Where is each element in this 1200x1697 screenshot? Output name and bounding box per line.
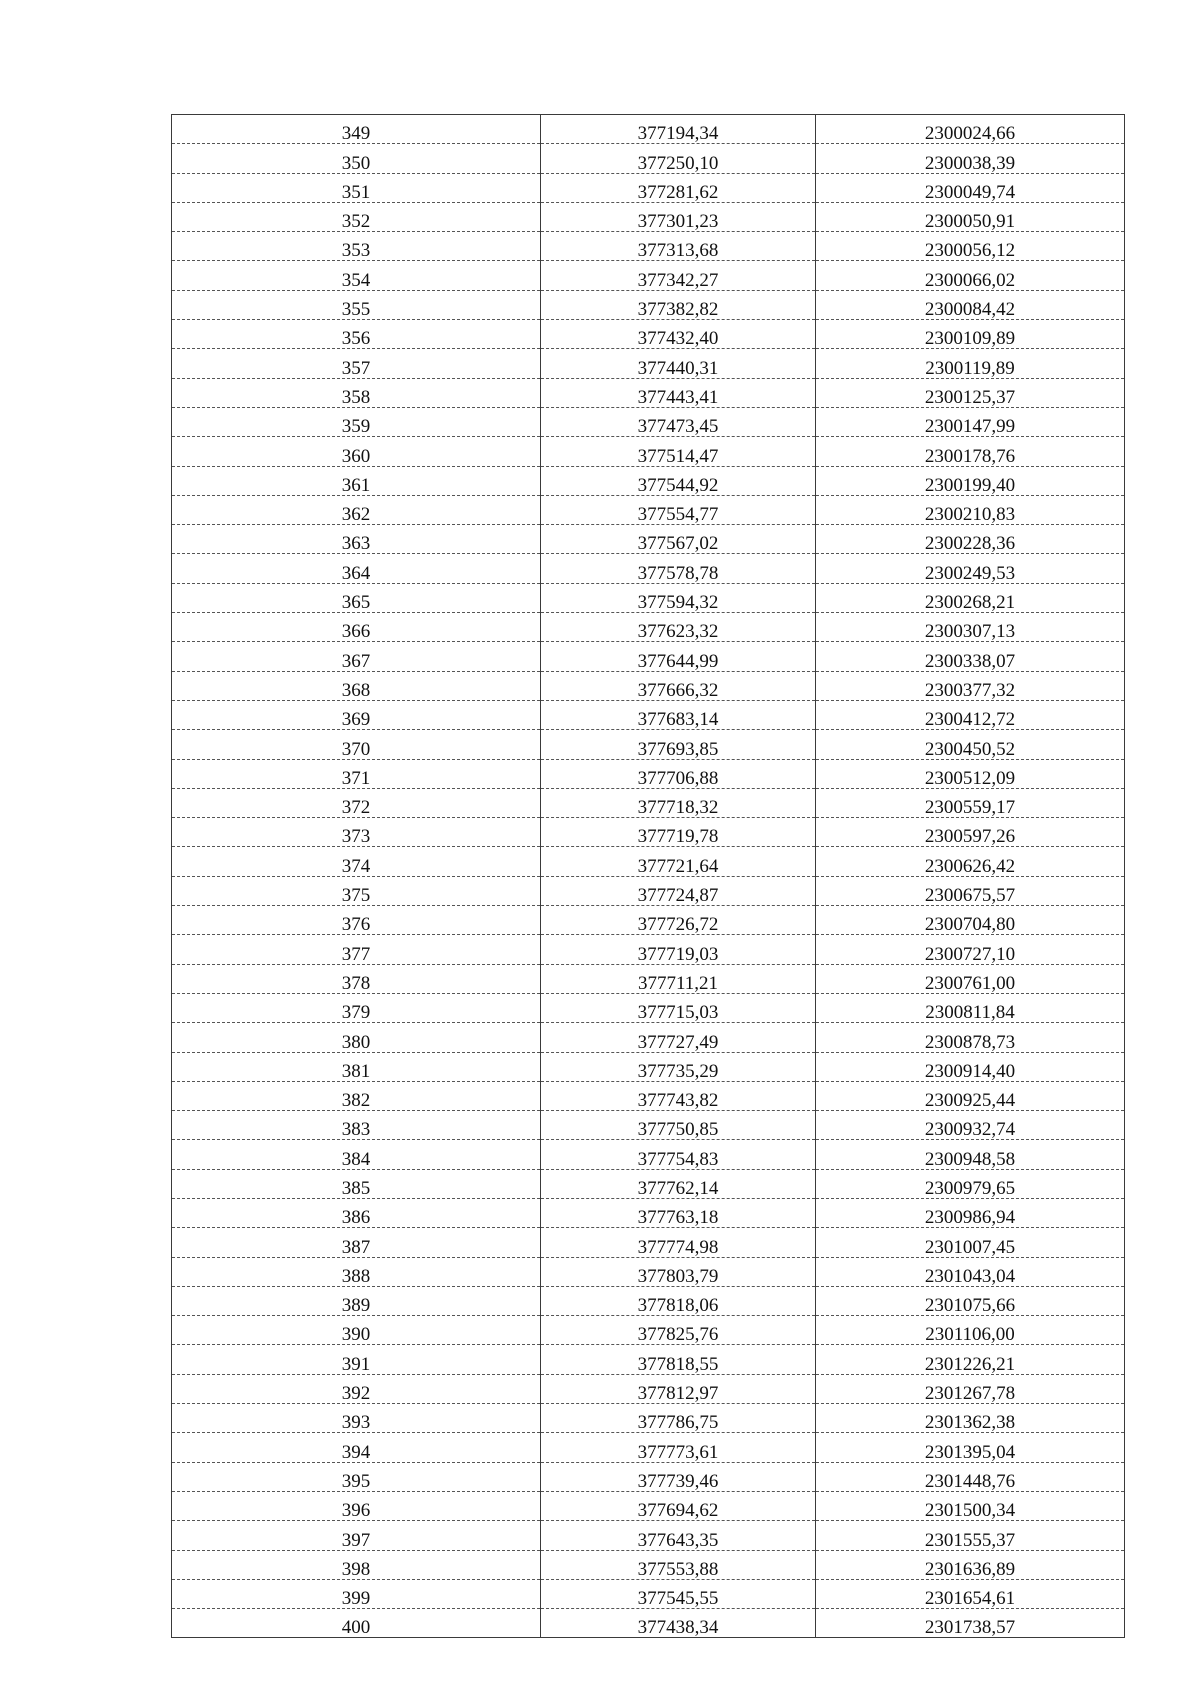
- x-coordinate-cell: 377812,97: [541, 1374, 816, 1403]
- table-row: [172, 115, 1125, 144]
- x-coordinate-cell: 377721,64: [541, 847, 816, 876]
- point-number-cell: 365: [172, 583, 541, 612]
- x-coordinate-cell: 377554,77: [541, 495, 816, 524]
- point-number-cell: 378: [172, 964, 541, 993]
- table-row: [172, 700, 1125, 729]
- y-coordinate-cell: 2300338,07: [816, 642, 1125, 671]
- y-coordinate-cell: 2300049,74: [816, 173, 1125, 202]
- point-number-cell: 387: [172, 1228, 541, 1257]
- table-row: [172, 495, 1125, 524]
- point-number-cell: 362: [172, 495, 541, 524]
- table-row: [172, 1609, 1125, 1638]
- y-coordinate-cell: 2300559,17: [816, 788, 1125, 817]
- x-coordinate-cell: 377250,10: [541, 144, 816, 173]
- x-coordinate-cell: 377718,32: [541, 788, 816, 817]
- point-number-cell: 363: [172, 525, 541, 554]
- x-coordinate-cell: 377553,88: [541, 1550, 816, 1579]
- y-coordinate-cell: 2301226,21: [816, 1345, 1125, 1374]
- y-coordinate-cell: 2300932,74: [816, 1111, 1125, 1140]
- x-coordinate-cell: 377194,34: [541, 115, 816, 144]
- point-number-cell: 369: [172, 700, 541, 729]
- x-coordinate-cell: 377818,06: [541, 1286, 816, 1315]
- table-row: [172, 1228, 1125, 1257]
- point-number-cell: 373: [172, 818, 541, 847]
- point-number-cell: 374: [172, 847, 541, 876]
- point-number-cell: 361: [172, 466, 541, 495]
- y-coordinate-cell: 2300249,53: [816, 554, 1125, 583]
- x-coordinate-cell: 377715,03: [541, 993, 816, 1022]
- point-number-cell: 367: [172, 642, 541, 671]
- x-coordinate-cell: 377694,62: [541, 1491, 816, 1520]
- table-row: [172, 466, 1125, 495]
- x-coordinate-cell: 377683,14: [541, 700, 816, 729]
- point-number-cell: 393: [172, 1404, 541, 1433]
- table-row: [172, 818, 1125, 847]
- y-coordinate-cell: 2300597,26: [816, 818, 1125, 847]
- y-coordinate-cell: 2301738,57: [816, 1609, 1125, 1638]
- table-row: [172, 378, 1125, 407]
- table-row: [172, 935, 1125, 964]
- table-row: [172, 1198, 1125, 1227]
- point-number-cell: 390: [172, 1316, 541, 1345]
- point-number-cell: 381: [172, 1052, 541, 1081]
- table-row: [172, 1433, 1125, 1462]
- x-coordinate-cell: 377544,92: [541, 466, 816, 495]
- x-coordinate-cell: 377438,34: [541, 1609, 816, 1638]
- point-number-cell: 398: [172, 1550, 541, 1579]
- x-coordinate-cell: 377735,29: [541, 1052, 816, 1081]
- x-coordinate-cell: 377440,31: [541, 349, 816, 378]
- point-number-cell: 399: [172, 1579, 541, 1608]
- coordinates-table: [171, 114, 1125, 1638]
- y-coordinate-cell: 2300626,42: [816, 847, 1125, 876]
- x-coordinate-cell: 377342,27: [541, 261, 816, 290]
- y-coordinate-cell: 2301654,61: [816, 1579, 1125, 1608]
- table-row: [172, 173, 1125, 202]
- point-number-cell: 354: [172, 261, 541, 290]
- x-coordinate-cell: 377643,35: [541, 1521, 816, 1550]
- table-row: [172, 1374, 1125, 1403]
- x-coordinate-cell: 377443,41: [541, 378, 816, 407]
- point-number-cell: 396: [172, 1491, 541, 1520]
- point-number-cell: 375: [172, 876, 541, 905]
- point-number-cell: 384: [172, 1140, 541, 1169]
- point-number-cell: 370: [172, 730, 541, 759]
- y-coordinate-cell: 2300268,21: [816, 583, 1125, 612]
- y-coordinate-cell: 2300084,42: [816, 290, 1125, 319]
- table-row: [172, 1316, 1125, 1345]
- y-coordinate-cell: 2301106,00: [816, 1316, 1125, 1345]
- y-coordinate-cell: 2300412,72: [816, 700, 1125, 729]
- point-number-cell: 355: [172, 290, 541, 319]
- table-row: [172, 261, 1125, 290]
- point-number-cell: 383: [172, 1111, 541, 1140]
- table-row: [172, 1023, 1125, 1052]
- x-coordinate-cell: 377825,76: [541, 1316, 816, 1345]
- y-coordinate-cell: 2300210,83: [816, 495, 1125, 524]
- point-number-cell: 372: [172, 788, 541, 817]
- x-coordinate-cell: 377727,49: [541, 1023, 816, 1052]
- x-coordinate-cell: 377644,99: [541, 642, 816, 671]
- point-number-cell: 364: [172, 554, 541, 583]
- table-row: [172, 1052, 1125, 1081]
- x-coordinate-cell: 377739,46: [541, 1462, 816, 1491]
- point-number-cell: 379: [172, 993, 541, 1022]
- y-coordinate-cell: 2301395,04: [816, 1433, 1125, 1462]
- x-coordinate-cell: 377750,85: [541, 1111, 816, 1140]
- y-coordinate-cell: 2300050,91: [816, 202, 1125, 231]
- table-row: [172, 847, 1125, 876]
- y-coordinate-cell: 2300307,13: [816, 613, 1125, 642]
- x-coordinate-cell: 377666,32: [541, 671, 816, 700]
- x-coordinate-cell: 377382,82: [541, 290, 816, 319]
- y-coordinate-cell: 2300948,58: [816, 1140, 1125, 1169]
- point-number-cell: 371: [172, 759, 541, 788]
- table-row: [172, 1491, 1125, 1520]
- y-coordinate-cell: 2300450,52: [816, 730, 1125, 759]
- y-coordinate-cell: 2301448,76: [816, 1462, 1125, 1491]
- x-coordinate-cell: 377762,14: [541, 1169, 816, 1198]
- x-coordinate-cell: 377578,78: [541, 554, 816, 583]
- table-row: [172, 144, 1125, 173]
- y-coordinate-cell: 2301043,04: [816, 1257, 1125, 1286]
- table-row: [172, 1579, 1125, 1608]
- table-row: [172, 1140, 1125, 1169]
- x-coordinate-cell: 377594,32: [541, 583, 816, 612]
- y-coordinate-cell: 2300038,39: [816, 144, 1125, 173]
- table-row: [172, 1521, 1125, 1550]
- table-row: [172, 583, 1125, 612]
- x-coordinate-cell: 377786,75: [541, 1404, 816, 1433]
- table-row: [172, 1257, 1125, 1286]
- y-coordinate-cell: 2301555,37: [816, 1521, 1125, 1550]
- y-coordinate-cell: 2301362,38: [816, 1404, 1125, 1433]
- point-number-cell: 392: [172, 1374, 541, 1403]
- x-coordinate-cell: 377693,85: [541, 730, 816, 759]
- point-number-cell: 351: [172, 173, 541, 202]
- point-number-cell: 349: [172, 115, 541, 144]
- y-coordinate-cell: 2300811,84: [816, 993, 1125, 1022]
- x-coordinate-cell: 377301,23: [541, 202, 816, 231]
- x-coordinate-cell: 377706,88: [541, 759, 816, 788]
- x-coordinate-cell: 377313,68: [541, 232, 816, 261]
- y-coordinate-cell: 2300066,02: [816, 261, 1125, 290]
- x-coordinate-cell: 377711,21: [541, 964, 816, 993]
- point-number-cell: 368: [172, 671, 541, 700]
- table-row: [172, 1286, 1125, 1315]
- x-coordinate-cell: 377281,62: [541, 173, 816, 202]
- point-number-cell: 388: [172, 1257, 541, 1286]
- table-row: [172, 788, 1125, 817]
- point-number-cell: 359: [172, 407, 541, 436]
- table-row: [172, 1550, 1125, 1579]
- y-coordinate-cell: 2300119,89: [816, 349, 1125, 378]
- y-coordinate-cell: 2300512,09: [816, 759, 1125, 788]
- table-row: [172, 1462, 1125, 1491]
- point-number-cell: 376: [172, 906, 541, 935]
- point-number-cell: 380: [172, 1023, 541, 1052]
- y-coordinate-cell: 2300675,57: [816, 876, 1125, 905]
- x-coordinate-cell: 377719,78: [541, 818, 816, 847]
- x-coordinate-cell: 377726,72: [541, 906, 816, 935]
- table-row: [172, 671, 1125, 700]
- coordinates-table-body: [172, 115, 1125, 1638]
- table-row: [172, 202, 1125, 231]
- table-row: [172, 876, 1125, 905]
- table-row: [172, 1345, 1125, 1374]
- point-number-cell: 400: [172, 1609, 541, 1638]
- point-number-cell: 397: [172, 1521, 541, 1550]
- x-coordinate-cell: 377818,55: [541, 1345, 816, 1374]
- table-row: [172, 964, 1125, 993]
- x-coordinate-cell: 377774,98: [541, 1228, 816, 1257]
- point-number-cell: 366: [172, 613, 541, 642]
- x-coordinate-cell: 377724,87: [541, 876, 816, 905]
- point-number-cell: 357: [172, 349, 541, 378]
- y-coordinate-cell: 2300986,94: [816, 1198, 1125, 1227]
- point-number-cell: 391: [172, 1345, 541, 1374]
- point-number-cell: 394: [172, 1433, 541, 1462]
- y-coordinate-cell: 2300109,89: [816, 320, 1125, 349]
- y-coordinate-cell: 2301500,34: [816, 1491, 1125, 1520]
- table-row: [172, 1081, 1125, 1110]
- point-number-cell: 386: [172, 1198, 541, 1227]
- table-row: [172, 407, 1125, 436]
- point-number-cell: 350: [172, 144, 541, 173]
- y-coordinate-cell: 2301267,78: [816, 1374, 1125, 1403]
- table-row: [172, 1169, 1125, 1198]
- point-number-cell: 358: [172, 378, 541, 407]
- table-row: [172, 349, 1125, 378]
- point-number-cell: 353: [172, 232, 541, 261]
- y-coordinate-cell: 2300125,37: [816, 378, 1125, 407]
- x-coordinate-cell: 377432,40: [541, 320, 816, 349]
- y-coordinate-cell: 2300704,80: [816, 906, 1125, 935]
- table-row: [172, 613, 1125, 642]
- x-coordinate-cell: 377773,61: [541, 1433, 816, 1462]
- x-coordinate-cell: 377473,45: [541, 407, 816, 436]
- table-row: [172, 906, 1125, 935]
- y-coordinate-cell: 2300761,00: [816, 964, 1125, 993]
- table-row: [172, 993, 1125, 1022]
- y-coordinate-cell: 2300979,65: [816, 1169, 1125, 1198]
- y-coordinate-cell: 2300925,44: [816, 1081, 1125, 1110]
- table-row: [172, 290, 1125, 319]
- point-number-cell: 395: [172, 1462, 541, 1491]
- y-coordinate-cell: 2301636,89: [816, 1550, 1125, 1579]
- point-number-cell: 356: [172, 320, 541, 349]
- table-row: [172, 759, 1125, 788]
- x-coordinate-cell: 377763,18: [541, 1198, 816, 1227]
- y-coordinate-cell: 2301075,66: [816, 1286, 1125, 1315]
- y-coordinate-cell: 2300228,36: [816, 525, 1125, 554]
- table-row: [172, 1111, 1125, 1140]
- y-coordinate-cell: 2301007,45: [816, 1228, 1125, 1257]
- y-coordinate-cell: 2300178,76: [816, 437, 1125, 466]
- table-row: [172, 525, 1125, 554]
- x-coordinate-cell: 377623,32: [541, 613, 816, 642]
- table-row: [172, 642, 1125, 671]
- y-coordinate-cell: 2300727,10: [816, 935, 1125, 964]
- point-number-cell: 382: [172, 1081, 541, 1110]
- table-row: [172, 730, 1125, 759]
- point-number-cell: 360: [172, 437, 541, 466]
- point-number-cell: 389: [172, 1286, 541, 1315]
- table-row: [172, 437, 1125, 466]
- x-coordinate-cell: 377567,02: [541, 525, 816, 554]
- table-row: [172, 232, 1125, 261]
- y-coordinate-cell: 2300377,32: [816, 671, 1125, 700]
- y-coordinate-cell: 2300147,99: [816, 407, 1125, 436]
- x-coordinate-cell: 377514,47: [541, 437, 816, 466]
- point-number-cell: 352: [172, 202, 541, 231]
- y-coordinate-cell: 2300056,12: [816, 232, 1125, 261]
- y-coordinate-cell: 2300878,73: [816, 1023, 1125, 1052]
- x-coordinate-cell: 377743,82: [541, 1081, 816, 1110]
- point-number-cell: 377: [172, 935, 541, 964]
- x-coordinate-cell: 377754,83: [541, 1140, 816, 1169]
- y-coordinate-cell: 2300024,66: [816, 115, 1125, 144]
- point-number-cell: 385: [172, 1169, 541, 1198]
- x-coordinate-cell: 377803,79: [541, 1257, 816, 1286]
- table-row: [172, 1404, 1125, 1433]
- y-coordinate-cell: 2300199,40: [816, 466, 1125, 495]
- x-coordinate-cell: 377719,03: [541, 935, 816, 964]
- table-row: [172, 320, 1125, 349]
- table-row: [172, 554, 1125, 583]
- y-coordinate-cell: 2300914,40: [816, 1052, 1125, 1081]
- x-coordinate-cell: 377545,55: [541, 1579, 816, 1608]
